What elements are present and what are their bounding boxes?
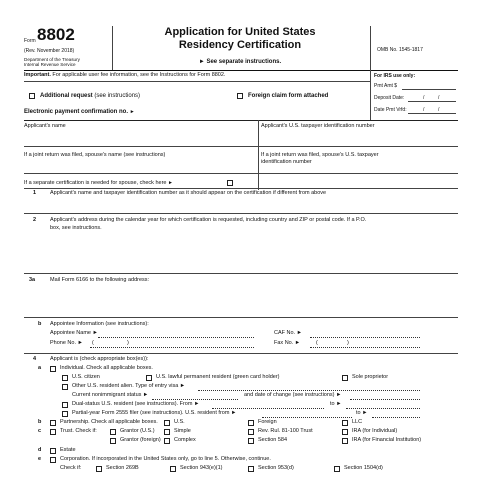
line-3a-label: Mail Form 6166 to the following address: — [50, 277, 150, 283]
simple-trust-label: Simple — [174, 428, 191, 434]
partnership-us-label: U.S. — [174, 419, 185, 425]
ira-individual-label: IRA (for Individual) — [352, 428, 398, 434]
caf-no-label: CAF No. ► — [274, 330, 303, 336]
rev-rul-trust-checkbox[interactable] — [248, 429, 254, 435]
dual-status-from-field[interactable] — [212, 408, 324, 409]
deposit-date-line[interactable] — [408, 101, 456, 102]
section-953-checkbox[interactable] — [248, 466, 254, 472]
sole-proprietor-checkbox[interactable] — [342, 375, 348, 381]
section-943-label: Section 943(e)(1) — [180, 465, 223, 471]
individual-checkbox[interactable] — [50, 366, 56, 372]
section-rule-1 — [24, 120, 458, 121]
partnership-label: Partnership. Check all applicable boxes. — [60, 419, 158, 425]
phone-paren-open: ( — [92, 340, 94, 346]
name-tin-divider — [258, 120, 259, 190]
line-1-number: 1 — [33, 190, 37, 196]
date-change-label: and date of change (see instructions) ► — [244, 392, 342, 398]
agency: Internal Revenue Service — [24, 62, 76, 67]
line-3b-number: b — [38, 321, 42, 327]
line-3b-label: Appointee Information (see instructions): — [50, 321, 149, 327]
grantor-us-checkbox[interactable] — [110, 429, 116, 435]
dual-status-checkbox[interactable] — [62, 402, 68, 408]
other-resident-label: Other U.S. resident alien. Type of entry visa ► — [72, 383, 186, 389]
nonimmigrant-status-label: Current nonimmigrant status ► — [72, 392, 149, 398]
partial-year-label: Partial-year Form 2555 filer (see instructions). U.S. resident from ► — [72, 410, 237, 416]
date-pmt-verified-line[interactable] — [408, 113, 456, 114]
important-notice — [24, 72, 225, 79]
additional-request-label: Additional request — [40, 93, 93, 99]
date-change-field[interactable] — [350, 399, 420, 400]
partnership-foreign-label: Foreign — [258, 419, 277, 425]
partnership-us-checkbox[interactable] — [164, 420, 170, 426]
spouse-row-rule — [24, 173, 458, 174]
us-lawful-resident-label: U.S. lawful permanent resident (green card holder) — [156, 374, 280, 380]
separate-certification-label: If a separate certification is needed for spouse, check here — [24, 180, 167, 186]
complex-trust-checkbox[interactable] — [164, 438, 170, 444]
important-text: For applicable user fee information, see the Instructions for Form 8802. — [52, 72, 226, 78]
additional-request — [40, 93, 140, 100]
section-584-label: Section 584 — [258, 437, 288, 443]
separate-cert-rule — [24, 188, 458, 189]
spouse-tin-label-2: identification number — [261, 159, 312, 165]
arrow-icon: ► — [168, 180, 173, 186]
partial-year-from-field[interactable] — [262, 417, 352, 418]
section-269b-label: Section 269B — [106, 465, 139, 471]
line-2-number: 2 — [33, 217, 37, 223]
header-divider-right — [370, 26, 371, 70]
section-269b-checkbox[interactable] — [96, 466, 102, 472]
line-4c-letter: c — [38, 428, 42, 434]
partial-year-to-field[interactable] — [372, 417, 420, 418]
deposit-date-sep2: / — [438, 95, 440, 101]
estate-label: Estate — [60, 447, 76, 453]
line-2-label-2: box, see instructions. — [50, 225, 102, 231]
phone-paren-close: ) — [127, 340, 129, 346]
deposit-date-sep1: / — [423, 95, 425, 101]
date-pmt-verified-sep2: / — [438, 107, 440, 113]
additional-request-checkbox[interactable] — [29, 93, 35, 99]
corporation-checkbox[interactable] — [50, 457, 56, 463]
dual-status-label: Dual-status U.S. resident (see instructions). From ► — [72, 401, 200, 407]
other-resident-checkbox[interactable] — [62, 384, 68, 390]
irs-box-divider — [370, 70, 371, 120]
us-citizen-label: U.S. citizen — [72, 374, 100, 380]
department: Department of the Treasury — [24, 57, 80, 62]
line-4-label: Applicant is (check appropriate box(es)): — [50, 356, 149, 362]
us-lawful-resident-checkbox[interactable] — [146, 375, 152, 381]
complex-trust-label: Complex — [174, 437, 196, 443]
partnership-checkbox[interactable] — [50, 420, 56, 426]
line-4a-letter: a — [38, 365, 42, 371]
corporation-label: Corporation. If incorporated in the United States only, go to line 5. Otherwise, continue. — [60, 456, 271, 462]
form-number: 8802 — [37, 25, 75, 44]
trust-checkbox[interactable] — [50, 429, 56, 435]
phone-no-label: Phone No. ► — [50, 340, 83, 346]
date-pmt-verified-sep1: / — [423, 107, 425, 113]
form-title-line2: Residency Certification — [178, 39, 302, 51]
appointee-name-label: Appointee Name ► — [50, 330, 98, 336]
rev-rul-trust-label: Rev. Rul. 81-100 Trust — [258, 428, 313, 434]
applicant-tin-label: Applicant's U.S. taxpayer identification number — [261, 123, 375, 129]
corporation-check-if-label: Check if: — [60, 465, 82, 471]
dual-status-to-label: to ► — [330, 401, 342, 407]
fax-paren-close: ) — [347, 340, 349, 346]
date-pmt-verified-label: Date Pmt Vrfd: — [374, 107, 407, 113]
line-4-number: 4 — [33, 356, 37, 362]
section-953-label: Section 953(d) — [258, 465, 294, 471]
header-divider-left — [112, 26, 113, 70]
omb-number: OMB No. 1545-1817 — [377, 47, 423, 53]
dual-status-to-field[interactable] — [346, 408, 420, 409]
line-1-label: Applicant's name and taxpayer identification number as it should appear on the certification if different from above — [50, 190, 327, 196]
fax-paren-open: ( — [316, 340, 318, 346]
section-1504-label: Section 1504(d) — [344, 465, 383, 471]
foreign-claim-label: Foreign claim form attached — [248, 93, 329, 99]
deposit-date-label: Deposit Date: — [374, 95, 405, 101]
line-2-rule — [24, 273, 458, 274]
line-4d-letter: d — [38, 447, 42, 453]
pmt-amount-line[interactable] — [402, 89, 456, 90]
ira-financial-label: IRA (for Financial Institution) — [352, 437, 422, 443]
phone-no-field[interactable] — [90, 347, 254, 348]
separate-certification — [24, 180, 173, 187]
revision-date: (Rev. November 2018) — [24, 48, 75, 54]
caf-no-field[interactable] — [310, 337, 420, 338]
appointee-name-field[interactable] — [98, 337, 254, 338]
section-1504-checkbox[interactable] — [334, 466, 340, 472]
foreign-claim-checkbox[interactable] — [237, 93, 243, 99]
arrow-icon: ► — [129, 109, 135, 115]
simple-trust-checkbox[interactable] — [164, 429, 170, 435]
line-2-label-1: Applicant's address during the calendar year for which certification is requested, including country and ZIP or postal code. If a P.O. — [50, 217, 367, 223]
important-rule — [24, 81, 370, 82]
fax-no-field[interactable] — [310, 347, 420, 348]
us-citizen-checkbox[interactable] — [62, 375, 68, 381]
irs-use-title: For IRS use only: — [374, 73, 416, 79]
ira-individual-checkbox[interactable] — [342, 429, 348, 435]
partnership-llc-label: LLC — [352, 419, 363, 425]
estate-checkbox[interactable] — [50, 448, 56, 454]
individual-label: Individual. Check all applicable boxes. — [60, 365, 153, 371]
line-1-rule — [24, 213, 458, 214]
spouse-name-label: If a joint return was filed, spouse's name (see instructions) — [24, 152, 166, 158]
grantor-foreign-label: Grantor (foreign) — [120, 437, 161, 443]
fax-no-label: Fax No. ► — [274, 340, 301, 346]
form-label: Form — [24, 38, 36, 44]
header-rule — [24, 70, 458, 71]
important-label: Important. — [24, 72, 51, 78]
line-4b-letter: b — [38, 419, 42, 425]
electronic-payment — [24, 109, 135, 116]
line-3b-rule — [24, 353, 458, 354]
form-title-line1: Application for United States — [164, 26, 316, 38]
line-3a-number: 3a — [29, 277, 36, 283]
partial-year-checkbox[interactable] — [62, 411, 68, 417]
entry-visa-field[interactable] — [198, 390, 420, 391]
pmt-amount-label: Pmt Amt $ — [374, 83, 398, 89]
spouse-tin-label-1: If a joint return was filed, spouse's U.S. taxpayer — [261, 152, 379, 158]
partial-year-to-label: to ► — [356, 410, 368, 416]
applicant-row-rule — [24, 146, 458, 147]
sole-proprietor-label: Sole proprietor — [352, 374, 389, 380]
trust-label: Trust. Check if: — [60, 428, 97, 434]
grantor-foreign-checkbox[interactable] — [110, 438, 116, 444]
partnership-foreign-checkbox[interactable] — [248, 420, 254, 426]
applicant-name-label: Applicant's name — [24, 123, 66, 129]
ira-financial-checkbox[interactable] — [342, 438, 348, 444]
nonimmigrant-status-field[interactable] — [152, 399, 238, 400]
separate-certification-checkbox[interactable] — [227, 180, 233, 186]
additional-request-note: (see instructions) — [94, 93, 141, 99]
section-943-checkbox[interactable] — [170, 466, 176, 472]
section-584-checkbox[interactable] — [248, 438, 254, 444]
line-3a-rule — [24, 317, 458, 318]
grantor-us-label: Grantor (U.S.) — [120, 428, 155, 434]
partnership-llc-checkbox[interactable] — [342, 420, 348, 426]
electronic-payment-label: Electronic payment confirmation no. — [24, 109, 129, 115]
see-instructions: ► See separate instructions. — [198, 59, 282, 65]
line-4e-letter: e — [38, 456, 42, 462]
